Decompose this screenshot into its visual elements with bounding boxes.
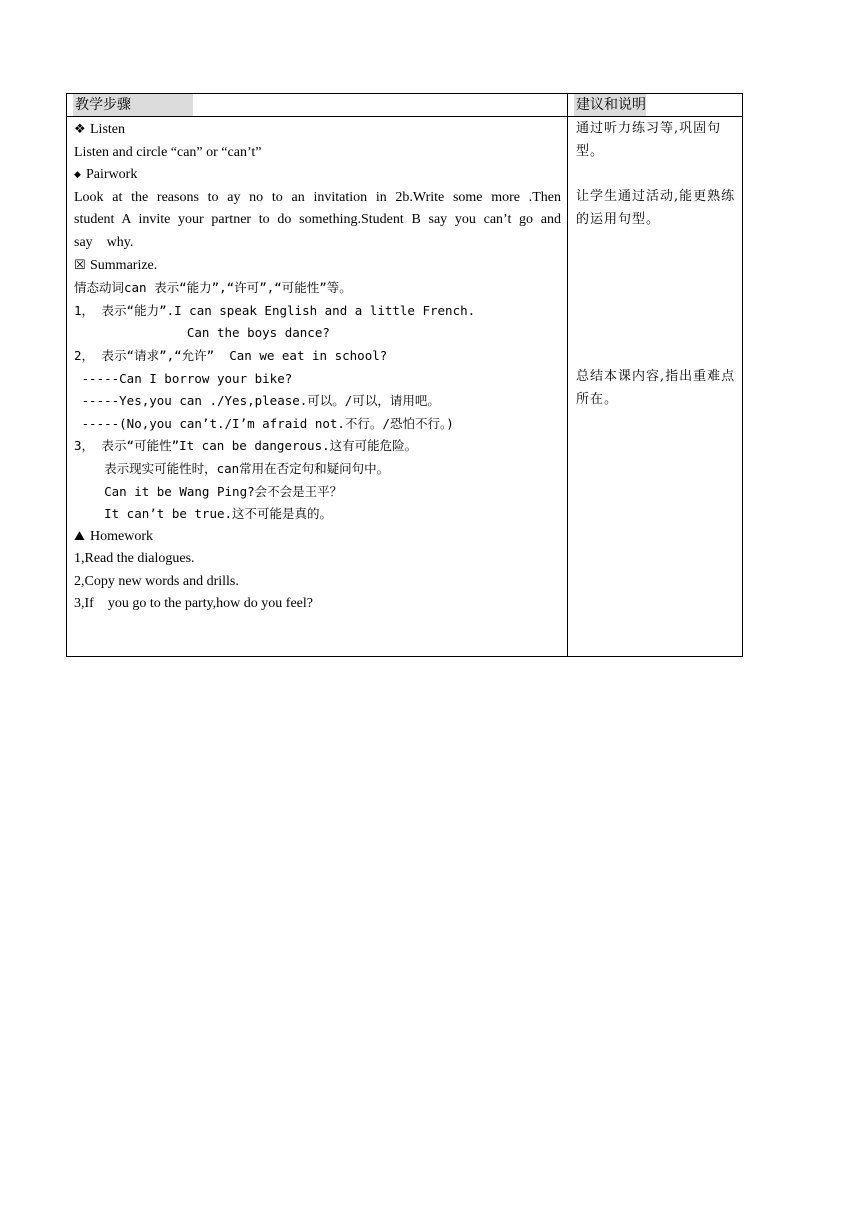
- listen-title: Listen: [90, 122, 125, 137]
- pairwork-text-line: say why.: [74, 234, 134, 250]
- teaching-steps-content: [74, 119, 561, 616]
- checkbox-x-icon: ☒: [74, 257, 86, 273]
- header-suggestions: [574, 94, 646, 116]
- lesson-plan-table: [66, 93, 743, 657]
- homework-title: Homework: [90, 528, 153, 544]
- header-suggestions-label: 建议和说明: [574, 94, 646, 116]
- mountain-picture-icon: ⛰: [74, 528, 85, 544]
- summarize-heading: [74, 255, 561, 278]
- header-divider: [67, 116, 742, 117]
- column-divider: [567, 94, 568, 656]
- homework-item: 3,If you go to the party,how do you feel?: [74, 596, 313, 612]
- summary-line: 表示现实可能性时，can常用在否定句和疑问句中。: [74, 460, 390, 476]
- summary-line: 3， 表示“可能性”It can be dangerous.这有可能危险。: [74, 438, 418, 454]
- summary-line: 2， 表示“请求”,“允许” Can we eat in school?: [74, 347, 388, 363]
- homework-item: 1,Read the dialogues.: [74, 551, 195, 567]
- homework-item: 2,Copy new words and drills.: [74, 573, 239, 589]
- pairwork-title: Pairwork: [86, 167, 138, 183]
- listen-heading: [74, 119, 561, 142]
- summarize-title: Summarize.: [90, 257, 158, 273]
- summary-line: It can’t be true.这不可能是真的。: [74, 506, 333, 522]
- diamond-bullet-icon: ◆: [74, 170, 81, 181]
- pairwork-text-line: student A invite your partner to do something.Student B say you can’t go and: [74, 212, 561, 228]
- summary-line: 情态动词can 表示“能力”,“许可”,“可能性”等。: [74, 280, 352, 296]
- pairwork-heading: [74, 164, 561, 187]
- listen-instruction: Listen and circle “can” or “can’t”: [74, 144, 262, 160]
- summary-line: -----Yes,you can ./Yes,please.可以。/可以，请用吧。: [74, 393, 440, 409]
- summary-line: Can it be Wang Ping?会不会是王平？: [74, 483, 343, 499]
- summary-line: -----(No,you can’t./I’m afraid not.不行。/恐怕不行。): [74, 415, 454, 431]
- diamond-star-icon: ❖: [74, 122, 86, 137]
- summary-line: 1， 表示“能力”.I can speak English and a little French.: [74, 302, 476, 318]
- note-listening: 通过听力练习等,巩固句型。: [576, 121, 722, 159]
- note-pairwork: 让学生通过活动,能更熟练的运用句型。: [576, 189, 736, 227]
- summary-line: Can the boys dance?: [74, 325, 330, 341]
- summary-line: -----Can I borrow your bike?: [74, 370, 293, 386]
- pairwork-text-line: Look at the reasons to ay no to an invitation in 2b.Write some more .Then: [74, 189, 561, 205]
- header-teaching-steps: [73, 94, 193, 116]
- note-summary: 总结本课内容,指出重难点所在。: [576, 369, 736, 407]
- header-teaching-steps-label: 教学步骤: [73, 94, 193, 116]
- homework-heading: [74, 526, 561, 549]
